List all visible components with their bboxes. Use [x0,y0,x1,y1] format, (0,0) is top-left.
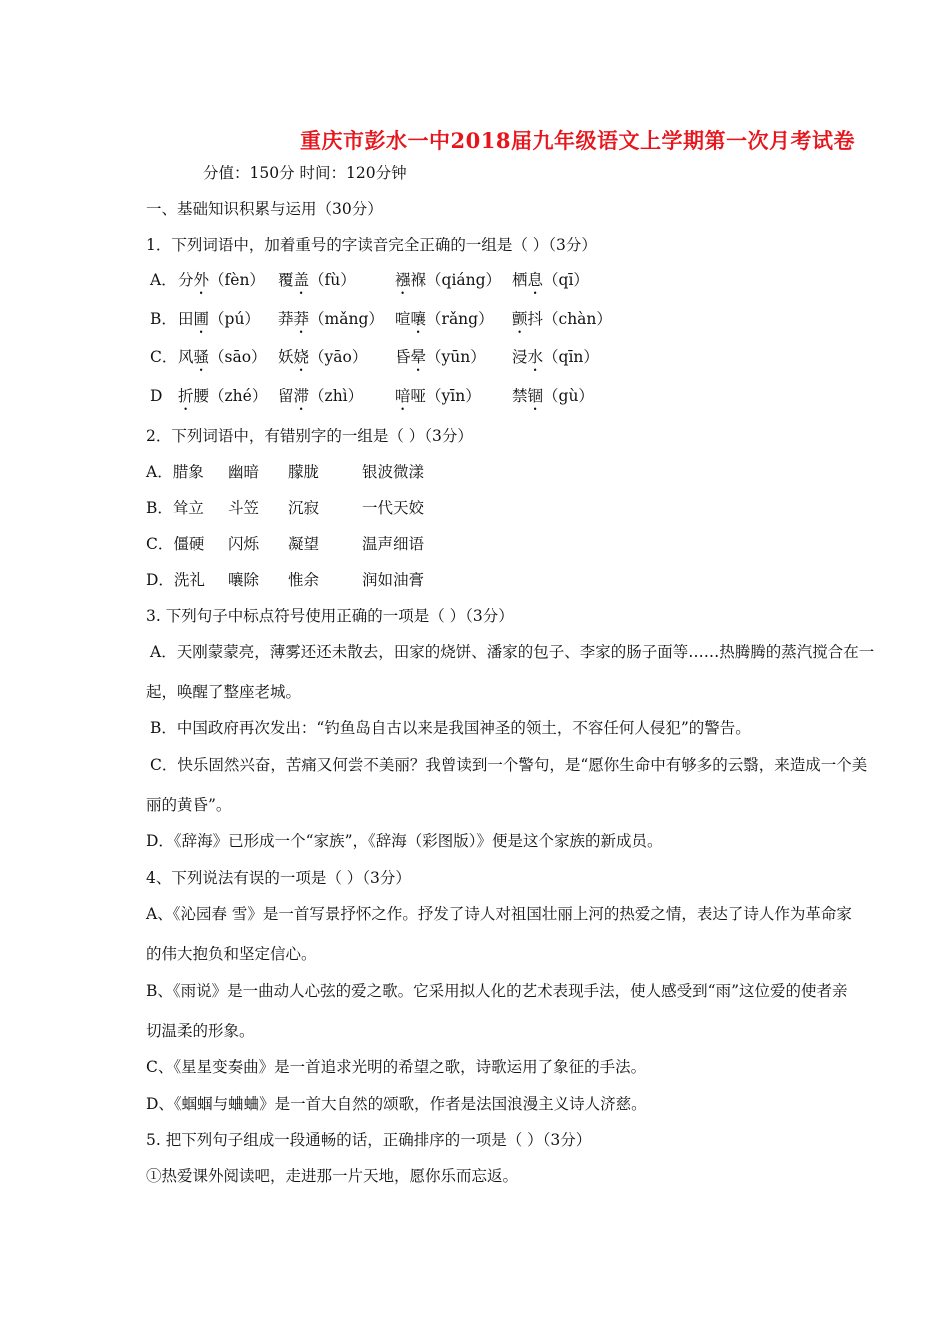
question-1-word [512,386,594,414]
question-1-option-label: D [150,387,163,405]
question-1-word [178,309,260,337]
pinyin-text: 腰（zhé） [193,387,268,405]
emphasized-character: 喑 [395,387,411,405]
question-2-word: 嚷除 [228,571,260,589]
question-2-word: 润如油膏 [362,571,425,589]
question-2-word: B．耸立 [146,499,204,517]
question-4-option-c: C、《星星变奏曲》是一首追求光明的希望之歌，诗歌运用了象征的手法。 [146,1058,647,1076]
emphasized-character: 滞 [293,387,310,405]
document-title: 重庆市彭水一中2018届九年级语文上学期第一次月考试卷 [300,128,855,153]
emphasized-character: 骚 [193,348,210,366]
pinyin-text: （qī） [543,271,589,289]
pinyin-text: （fù） [309,271,356,289]
pinyin-text: （sāo） [209,348,267,366]
question-1-option-label: C． [150,348,178,366]
question-4-option-a-cont: 的伟大抱负和坚定信心。 [146,945,317,963]
question-2-word: 一代天姣 [362,499,425,517]
emphasized-character: 颤 [512,310,528,328]
question-2-word: 幽暗 [228,463,260,481]
pinyin-text: （gù） [543,387,594,405]
question-2-word: 闪烁 [228,535,260,553]
question-4-option-a: A、《沁园春 雪》是一首写景抒怀之作。抒发了诗人对祖国壮丽上河的热爱之情，表达了诗人作为革命家 [146,905,852,923]
pinyin-text: （rǎng） [426,310,494,328]
question-3-option-a: A．天刚蒙蒙亮，薄雾还还未散去，田家的烧饼、潘家的包子、李家的肠子面等……热腾腾的蒸汽搅合在一 [150,643,875,661]
question-2-word: 银波微漾 [362,463,425,481]
question-2-word: A．腊象 [146,463,204,481]
question-2-stem: 2．下列词语中，有错别字的一组是（ ）（3分） [146,427,473,445]
emphasized-character: 锢 [527,387,544,405]
word-text: 莽 [278,310,294,328]
question-2-word: 朦胧 [288,463,320,481]
question-1-stem: 1．下列词语中，加着重号的字读音完全正确的一组是（ ）（3分） [146,236,597,254]
pinyin-text: （pú） [209,310,260,328]
question-2-word: C．僵硬 [146,535,205,553]
word-text: 栖 [512,271,528,289]
question-3-option-a-cont: 起，唤醒了整座老城。 [146,683,302,701]
question-1-word [278,270,356,298]
emphasized-character: 莽 [293,310,310,328]
word-text: 喧 [395,310,411,328]
question-2-word: 凝望 [288,535,320,553]
question-3-option-c: C．快乐固然兴奋，苦痛又何尝不美丽？我曾读到一个警句，是“愿你生命中有够多的云翳，来造成一个美 [150,756,868,774]
question-1-word [395,270,501,298]
score-time-info: 分值：150分 时间：120分钟 [203,164,407,182]
word-text: 禁 [512,387,528,405]
question-4-option-b: B、《雨说》是一曲动人心弦的爱之歌。它采用拟人化的艺术表现手法，使人感受到“雨”这位爱的使者亲 [146,982,848,1000]
question-1-word [278,309,384,337]
question-1-option-label: B． [150,310,177,328]
emphasized-character: 晕 [410,348,427,366]
emphasized-character: 嚷 [410,310,427,328]
question-1-word [395,386,481,414]
word-text: 风 [178,348,194,366]
question-3-option-d: D．《辞海》已形成一个“家族”，《辞海（彩图版）》便是这个家族的新成员。 [146,832,663,850]
pinyin-text: 抖（chàn） [527,310,612,328]
word-text: 昏 [395,348,411,366]
question-1-word [278,386,363,414]
pinyin-text: （fèn） [209,271,265,289]
emphasized-character: 水 [527,348,544,366]
pinyin-text: （zhì） [309,387,364,405]
question-3-option-b: B．中国政府再次发出：“钓鱼岛自古以来是我国神圣的领土，不容任何人侵犯”的警告。 [150,719,751,737]
question-5-stem: 5. 把下列句子组成一段通畅的话，正确排序的一项是（ ）（3分） [146,1131,592,1149]
emphasized-character: 圃 [193,310,210,328]
pinyin-text: 哑（yīn） [410,387,481,405]
pinyin-text: （qīn） [543,348,599,366]
question-3-option-c-cont: 丽的黄昏”。 [146,796,232,814]
word-text: 田 [178,310,194,328]
emphasized-character: 盖 [293,271,310,289]
question-1-word [395,347,486,375]
pinyin-text: （yūn） [426,348,486,366]
question-4-option-b-cont: 切温柔的形象。 [146,1022,255,1040]
question-3-stem: 3. 下列句子中标点符号使用正确的一项是（ ）（3分） [146,607,514,625]
question-1-word [178,347,267,375]
question-1-word [178,386,267,414]
word-text: 覆 [278,271,294,289]
word-text: 妖 [278,348,294,366]
question-1-word [178,270,265,298]
question-1-word [512,309,612,337]
question-2-word: 温声细语 [362,535,425,553]
emphasized-character: 折 [178,387,194,405]
word-text: 分 [178,271,194,289]
word-text: 浸 [512,348,528,366]
word-text: 留 [278,387,294,405]
question-1-option-label: A． [150,271,177,289]
question-4-option-d: D、《蝈蝈与蛐蛐》是一首大自然的颂歌，作者是法国浪漫主义诗人济慈。 [146,1095,647,1113]
emphasized-character: 息 [527,271,544,289]
emphasized-character: 襁 [395,271,411,289]
emphasized-character: 外 [193,271,210,289]
question-2-word: 斗笠 [228,499,260,517]
question-1-word [278,347,367,375]
question-5-sentence-1: ①热爱课外阅读吧，走进那一片天地，愿你乐而忘返。 [146,1167,519,1185]
question-1-word [512,347,599,375]
section-heading: 一、基础知识积累与运用（30分） [146,200,383,218]
emphasized-character: 娆 [293,348,310,366]
pinyin-text: 褓（qiáng） [410,271,502,289]
pinyin-text: （yāo） [309,348,368,366]
pinyin-text: （mǎng） [309,310,384,328]
question-2-word: D．洗礼 [146,571,205,589]
question-2-word: 惟余 [288,571,320,589]
question-1-word [512,270,589,298]
question-2-word: 沉寂 [288,499,320,517]
question-1-word [395,309,494,337]
question-4-stem: 4、下列说法有误的一项是（ ）（3分） [146,869,411,887]
